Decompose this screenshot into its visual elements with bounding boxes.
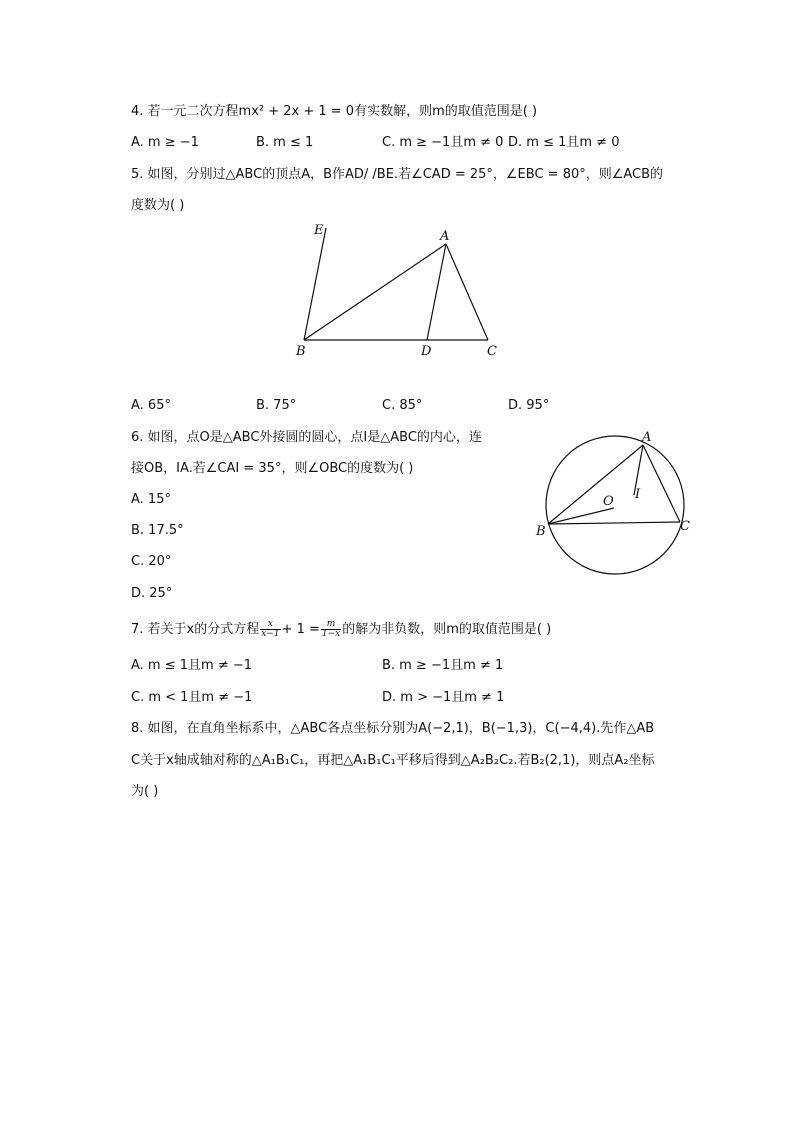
q5-line-ba [304,244,446,340]
q7-option-c: C. m < 1且m ≠ −1 [131,690,253,705]
q6-option-b: B. 17.5° [131,523,184,538]
q7-mid: + 1 = [281,622,320,637]
q4-stem: 4. 若一元二次方程mx² + 2x + 1 = 0有实数解，则m的取值范围是( ) [131,104,538,119]
q7-frac2-den: 1−x [321,629,341,639]
q6-circle-figure [532,428,702,578]
q4-option-a: A. m ≥ −1 [131,135,199,150]
q5-label-c: C [487,344,497,359]
q5-label-a: A [440,229,450,244]
q5-label-b: B [296,344,306,359]
q6-stem-line2: 接OB，IA.若∠CAI = 35°，则∠OBC的度数为( ) [131,461,414,476]
q5-label-e: E [314,223,324,238]
q8-stem-line2: C关于x轴成轴对称的△A₁B₁C₁，再把△A₁B₁C₁平移后得到△A₂B₂C₂.若B₂(2,1)，则点A₂坐标 [131,753,655,768]
q5-stem-line1: 5. 如图，分别过△ABC的顶点A，B作AD/ /BE.若∠CAD = 25°，∠EBC = 80°，则∠ACB的 [131,167,664,182]
q7-fraction-right [321,620,341,639]
q5-option-a: A. 65° [131,398,171,413]
q5-option-b: B. 75° [256,398,297,413]
q8-stem-line1: 8. 如图，在直角坐标系中，△ABC各点坐标分别为A(−2,1)，B(−1,3)，C(−4,4).先作△AB [131,721,655,736]
q6-label-c: C [680,519,690,534]
q7-frac1-den: x−1 [261,629,280,639]
q6-label-i: I [635,487,641,502]
q6-option-c: C. 20° [131,554,172,569]
q5-triangle-figure [290,222,510,362]
q7-frac2-num: m [321,620,341,630]
q6-stem-line1: 6. 如图，点O是△ABC外接圆的圆心，点I是△ABC的内心，连 [131,430,482,445]
q5-line-be [304,228,326,340]
q6-option-a: A. 15° [131,492,171,507]
q7-option-b: B. m ≥ −1且m ≠ 1 [382,658,504,673]
q7-stem-after: 的解为非负数，则m的取值范围是( ) [342,622,552,637]
q5-stem-line2: 度数为( ) [131,198,185,213]
q4-option-d: D. m ≤ 1且m ≠ 0 [508,135,620,150]
q5-line-ad [427,244,446,340]
q8-stem-line3: 为( ) [131,784,159,799]
q7-stem-before: 7. 若关于x的分式方程 [131,622,260,637]
q7-option-a: A. m ≤ 1且m ≠ −1 [131,658,253,673]
q7-stem [131,620,551,640]
q7-fraction-left [260,620,280,639]
q6-line-bc [548,522,680,524]
q6-label-a: A [642,430,652,445]
q4-option-b: B. m ≤ 1 [256,135,314,150]
q6-circumcircle [546,436,684,574]
q7-option-d: D. m > −1且m ≠ 1 [382,690,505,705]
q5-option-c: C. 85° [382,398,423,413]
q4-option-c: C. m ≥ −1且m ≠ 0 [382,135,504,150]
q5-line-ac [446,244,488,340]
q6-label-o: O [603,494,614,509]
q6-line-ac [643,445,680,522]
q6-label-b: B [536,524,546,539]
q6-option-d: D. 25° [131,586,173,601]
q7-frac1-num: x [260,620,280,630]
q5-label-d: D [421,344,432,359]
q5-option-d: D. 95° [508,398,550,413]
